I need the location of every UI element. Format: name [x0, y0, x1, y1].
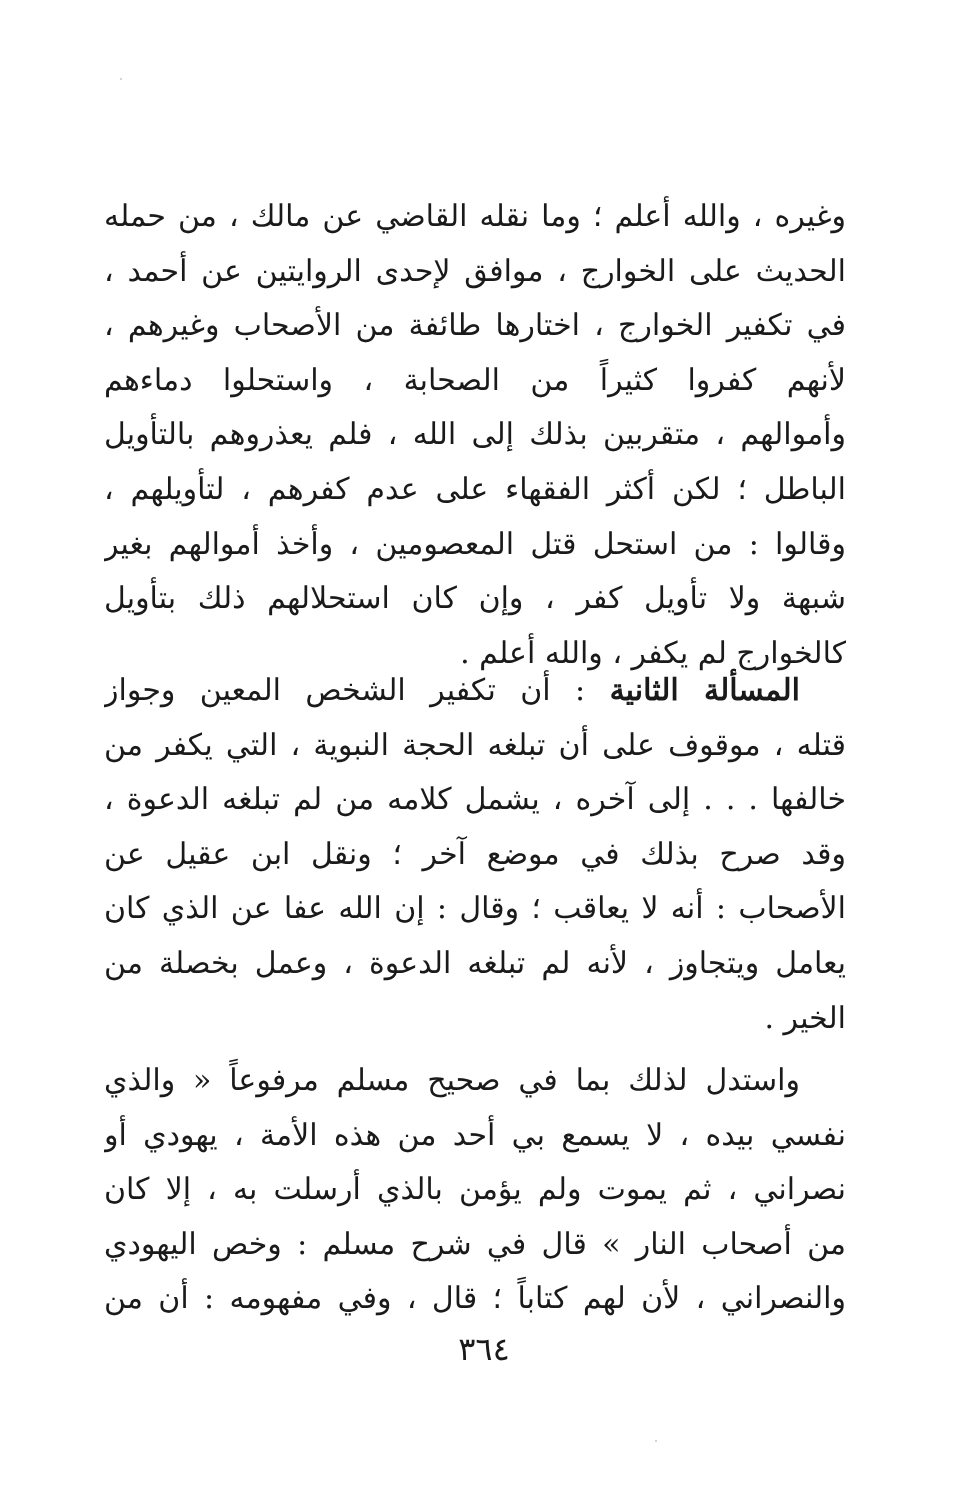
- paragraph-3: [104, 1054, 846, 1327]
- text-line: كالخوارج لم يكفر ، والله أعلم .: [460, 635, 846, 671]
- text-line: لأنهم كفروا كثيراً من الصحابة ، واستحلوا دماءهم: [104, 362, 846, 398]
- text-line: واستدل لذلك بما في صحيح مسلم مرفوعاً « والذي: [104, 1063, 800, 1098]
- paragraph-2: [104, 664, 846, 1046]
- paragraph-1: [104, 190, 846, 681]
- text-line: وأموالهم ، متقربين بذلك إلى الله ، فلم يعذروهم بالتأويل: [104, 417, 846, 453]
- text-line: خالفها . . . إلى آخره ، يشمل كلامه من لم تبلغه الدعوة ،: [104, 782, 846, 818]
- text-line-with-heading: [104, 664, 846, 719]
- text-line: نصراني ، ثم يموت ولم يؤمن بالذي أرسلت به ، إلا كان: [104, 1172, 846, 1208]
- section-heading: المسألة الثانية: [609, 673, 801, 708]
- text-line: نفسي بيده ، لا يسمع بي أحد من هذه الأمة ، يهودي أو: [104, 1117, 846, 1153]
- text-line: يعامل ويتجاوز ، لأنه لم تبلغه الدعوة ، وعمل بخصلة من: [104, 945, 846, 981]
- text-line: من أصحاب النار » قال في شرح مسلم : وخص اليهودي: [104, 1226, 846, 1262]
- text-line: قتله ، موقوف على أن تبلغه الحجة النبوية ، التي يكفر من: [104, 727, 846, 763]
- text-line: وغيره ، والله أعلم ؛ وما نقله القاضي عن مالك ، من حمله: [104, 199, 846, 234]
- text-line: الخير .: [764, 1000, 846, 1036]
- page-number: ٣٦٤: [458, 1330, 510, 1368]
- text-line: والنصراني ، لأن لهم كتاباً ؛ قال ، وفي مفهومه : أن من: [104, 1281, 846, 1317]
- text-line: الباطل ؛ لكن أكثر الفقهاء على عدم كفرهم ، لتأويلهم ،: [104, 471, 846, 507]
- scan-speck: [120, 78, 122, 80]
- heading-line-rest: : أن تكفير الشخص المعين وجواز: [104, 673, 610, 708]
- text-line: وقد صرح بذلك في موضع آخر ؛ ونقل ابن عقيل عن: [104, 836, 846, 872]
- text-line: وقالوا : من استحل قتل المعصومين ، وأخذ أموالهم بغير: [104, 526, 846, 562]
- scan-speck: [655, 1440, 657, 1442]
- text-line: شبهة ولا تأويل كفر ، وإن كان استحلالهم ذلك بتأويل: [104, 581, 846, 617]
- text-line: في تكفير الخوارج ، اختارها طائفة من الأصحاب وغيرهم ،: [104, 308, 846, 344]
- text-line: الحديث على الخوارج ، موافق لإحدى الروايتين عن أحمد ،: [104, 253, 846, 289]
- text-line: الأصحاب : أنه لا يعاقب ؛ وقال : إن الله عفا عن الذي كان: [104, 891, 846, 927]
